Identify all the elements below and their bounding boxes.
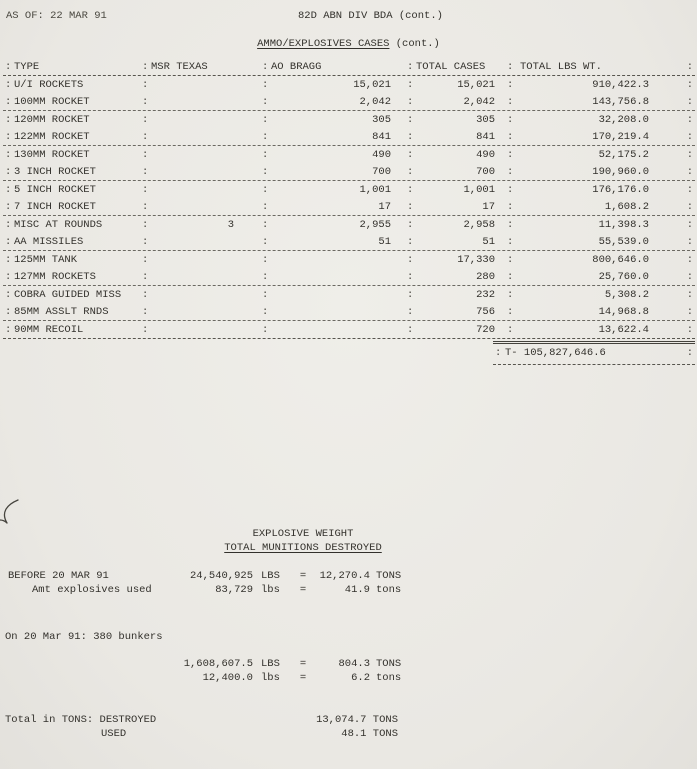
weight-lbs-unit: LBS <box>261 570 280 582</box>
cell-type: : U/I ROCKETS <box>3 76 140 93</box>
cell-total-lbs: : 32,208.0 : <box>505 111 695 128</box>
cell-total-cases: : 17,330 <box>405 251 505 268</box>
cell-total-cases: : 841 <box>405 128 505 145</box>
page-title: 82D ABN DIV BDA (cont.) <box>298 10 443 22</box>
cell-total-cases: : 15,021 <box>405 76 505 93</box>
cell-total-lbs: : 25,760.0 : <box>505 268 695 285</box>
table-row <box>3 251 695 268</box>
cell-total-lbs: : 800,646.0 : <box>505 251 695 268</box>
cell-type: : 130MM ROCKET <box>3 146 140 163</box>
bunkers-block <box>5 630 420 685</box>
cell-ao-bragg: : 17 <box>260 198 405 215</box>
cell-ao-bragg <box>260 251 405 268</box>
weight-line-before <box>8 569 420 583</box>
table-row <box>3 146 695 163</box>
weight-lbs-unit: lbs <box>261 584 280 596</box>
total-used-label: USED <box>101 728 127 740</box>
cell-msr-texas <box>140 163 260 180</box>
cell-type: : 85MM ASSLT RNDS <box>3 303 140 320</box>
table-row <box>3 163 695 181</box>
cell-total-cases: : 756 <box>405 303 505 320</box>
cell-msr-texas <box>140 93 260 110</box>
cell-total-lbs: : 14,968.8 : <box>505 303 695 320</box>
cell-ao-bragg <box>260 321 405 338</box>
weight-tons-unit: TONS <box>376 570 402 582</box>
equals-sign: = <box>299 570 307 582</box>
cell-msr-texas: : 3 <box>140 216 260 233</box>
table-row <box>3 128 695 146</box>
section-subtitle-text: AMMO/EXPLOSIVES CASES <box>257 38 390 50</box>
bunker-line-used <box>8 671 420 685</box>
cell-msr-texas <box>140 198 260 215</box>
spacer <box>8 671 158 685</box>
cell-total-cases: : 1,001 <box>405 181 505 198</box>
cell-type: : 125MM TANK <box>3 251 140 268</box>
table-row <box>3 181 695 198</box>
ammo-table-body <box>3 76 695 339</box>
cell-total-cases: : 280 <box>405 268 505 285</box>
table-row <box>3 93 695 111</box>
table-row <box>3 76 695 93</box>
weight-lbs: 83,729 <box>215 584 253 596</box>
table-row <box>3 286 695 303</box>
cell-total-cases: : 490 <box>405 146 505 163</box>
cell-type: : 90MM RECOIL <box>3 321 140 338</box>
as-of-date: AS OF: 22 MAR 91 <box>6 10 107 22</box>
table-row <box>3 268 695 286</box>
cell-total-cases: : 232 <box>405 286 505 303</box>
cell-ao-bragg <box>260 268 405 285</box>
section-subtitle <box>0 38 697 50</box>
table-row <box>3 321 695 339</box>
cell-ao-bragg <box>260 286 405 303</box>
cell-type: : 3 INCH ROCKET <box>3 163 140 180</box>
weight-tons-unit: tons <box>376 584 402 596</box>
summary-title: EXPLOSIVE WEIGHT <box>252 528 354 540</box>
scan-artifact-mark <box>0 498 22 526</box>
cell-total-lbs: : 1,608.2 : <box>505 198 695 215</box>
cell-total-lbs: : 176,176.0 : <box>505 181 695 198</box>
cell-msr-texas <box>140 286 260 303</box>
summary-titles <box>0 527 606 555</box>
cell-msr-texas <box>140 321 260 338</box>
cell-msr-texas <box>140 268 260 285</box>
weight-tons: 12,270.4 <box>319 570 370 582</box>
cell-type: : 5 INCH ROCKET <box>3 181 140 198</box>
grand-total-value: T- 105,827,646.6 <box>505 347 606 359</box>
cell-total-cases: : 305 <box>405 111 505 128</box>
table-row <box>3 198 695 216</box>
cell-total-lbs: : 170,219.4 : <box>505 128 695 145</box>
header-cell-type: : TYPE <box>3 58 140 75</box>
cell-total-cases: : 720 <box>405 321 505 338</box>
equals-sign: = <box>299 658 307 670</box>
header-cell-total-cases: : TOTAL CASES <box>405 58 505 75</box>
ammo-table <box>3 58 695 365</box>
weight-lbs-unit: LBS <box>261 658 280 670</box>
cell-total-lbs: : 910,422.3 : <box>505 76 695 93</box>
cell-msr-texas <box>140 128 260 145</box>
cell-type: : 122MM ROCKET <box>3 128 140 145</box>
cell-msr-texas <box>140 251 260 268</box>
cell-type: : 7 INCH ROCKET <box>3 198 140 215</box>
cell-total-cases: : 700 <box>405 163 505 180</box>
cell-ao-bragg: : 2,042 <box>260 93 405 110</box>
weight-tons: 804.3 <box>338 658 370 670</box>
table-header-row <box>3 58 695 76</box>
cell-total-lbs: : 13,622.4 : <box>505 321 695 338</box>
cell-total-cases: : 17 <box>405 198 505 215</box>
cell-total-cases: : 51 <box>405 233 505 250</box>
weight-tons-unit: TONS <box>376 658 402 670</box>
cell-ao-bragg: : 51 <box>260 233 405 250</box>
weight-tons: 41.9 <box>344 584 370 596</box>
total-destroyed-line <box>5 713 398 727</box>
total-destroyed-label: Total in TONS: DESTROYED <box>5 714 157 726</box>
table-row <box>3 303 695 321</box>
bunkers-label: On 20 Mar 91: 380 bunkers <box>5 631 163 643</box>
total-used-line <box>5 727 398 741</box>
summary-subtitle: TOTAL MUNITIONS DESTROYED <box>224 542 382 554</box>
cell-msr-texas <box>140 146 260 163</box>
header-cell-ao-bragg: : AO BRAGG <box>260 58 405 75</box>
weight-tons: 6.2 <box>351 672 370 684</box>
cell-ao-bragg: : 305 <box>260 111 405 128</box>
cell-total-lbs: : 11,398.3 : <box>505 216 695 233</box>
bunker-line-destroyed <box>8 657 420 671</box>
cell-type: : MISC AT ROUNDS <box>3 216 140 233</box>
table-row <box>3 111 695 128</box>
weight-label: Amt explosives used <box>32 584 152 596</box>
weight-lbs: 1,608,607.5 <box>183 658 253 670</box>
cell-total-lbs: : 55,539.0 : <box>505 233 695 250</box>
tons-totals-block <box>5 713 398 741</box>
cell-msr-texas <box>140 111 260 128</box>
total-used-value: 48.1 TONS <box>341 728 398 740</box>
total-destroyed-value: 13,074.7 TONS <box>316 714 398 726</box>
cell-msr-texas <box>140 233 260 250</box>
cell-msr-texas <box>140 76 260 93</box>
header-cell-msr-texas: : MSR TEXAS <box>140 58 260 75</box>
cell-total-cases: : 2,958 <box>405 216 505 233</box>
cell-ao-bragg: : 15,021 <box>260 76 405 93</box>
header-cell-total-lbs: : TOTAL LBS WT. : <box>505 58 695 75</box>
weight-lbs-unit: lbs <box>261 672 280 684</box>
cell-total-lbs: : 143,756.8 : <box>505 93 695 110</box>
cell-total-cases: : 2,042 <box>405 93 505 110</box>
cell-ao-bragg: : 1,001 <box>260 181 405 198</box>
weight-lbs: 24,540,925 <box>189 570 253 582</box>
cell-type: : AA MISSILES <box>3 233 140 250</box>
cell-msr-texas <box>140 181 260 198</box>
cell-ao-bragg <box>260 303 405 320</box>
weights-before-block <box>8 569 420 597</box>
cell-type: : 100MM ROCKET <box>3 93 140 110</box>
cell-type: : 120MM ROCKET <box>3 111 140 128</box>
cell-ao-bragg: : 490 <box>260 146 405 163</box>
cell-msr-texas <box>140 303 260 320</box>
section-subtitle-suffix: (cont.) <box>389 38 440 50</box>
cell-ao-bragg: : 841 <box>260 128 405 145</box>
weight-line-used <box>8 583 420 597</box>
table-row <box>3 233 695 251</box>
cell-ao-bragg: : 2,955 <box>260 216 405 233</box>
grand-total-box <box>493 341 695 365</box>
cell-type: : COBRA GUIDED MISS <box>3 286 140 303</box>
weight-lbs: 12,400.0 <box>202 672 253 684</box>
cell-ao-bragg: : 700 <box>260 163 405 180</box>
cell-type: : 127MM ROCKETS <box>3 268 140 285</box>
equals-sign: = <box>299 672 307 684</box>
spacer <box>8 657 158 671</box>
cell-total-lbs: : 190,960.0 : <box>505 163 695 180</box>
cell-total-lbs: : 52,175.2 : <box>505 146 695 163</box>
weight-tons-unit: tons <box>376 672 402 684</box>
table-row <box>3 216 695 233</box>
equals-sign: = <box>299 584 307 596</box>
cell-total-lbs: : 5,308.2 : <box>505 286 695 303</box>
weight-label: BEFORE 20 MAR 91 <box>8 570 109 582</box>
